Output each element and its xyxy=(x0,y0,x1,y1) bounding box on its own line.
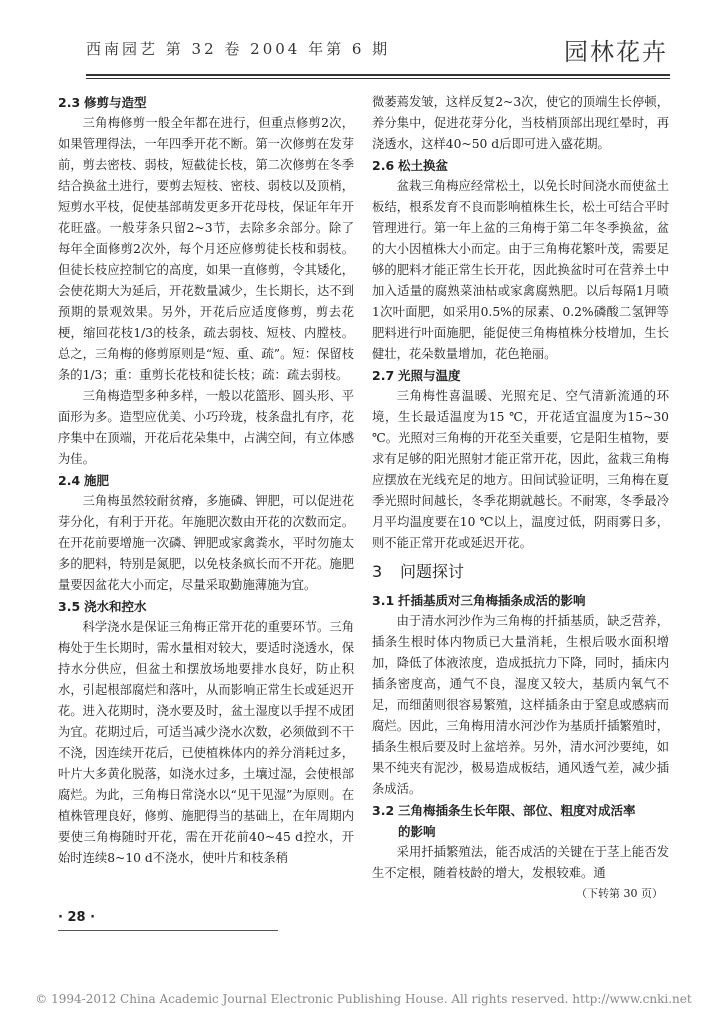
running-header xyxy=(86,34,670,70)
section-heading-3-5: 3.5 浇水和控水 xyxy=(58,599,147,614)
section-heading-2-4: 2.4 施肥 xyxy=(58,473,110,488)
journal-issue-line: 西南园艺 第 32 卷 2004 年第 6 期 xyxy=(86,40,391,58)
paragraph: 三角梅性喜温暖、光照充足、空气清新流通的环境，生长最适温度为15 ℃，开花适宜温度为15~30 ℃。光照对三角梅的开花至关重要，它是阳生植物，要求有足够的阳光照射才能正常开花，因此，盆栽三角梅应摆放在光线充足的地方。田间试验证明，三角梅在夏季光照时间越长，冬季花期就越长。不耐寒，冬季最冷月平均温度要在10 ℃以上，温度过低，阴雨雾日多，则不能正常开花或延迟开花。 xyxy=(372,389,669,550)
section-heading-3: 3 问题探讨 xyxy=(372,562,465,581)
left-column xyxy=(58,92,354,869)
paragraph: 由于清水河沙作为三角梅的扦插基质，缺乏营养，插条生根时体内物质已大量消耗，生根后吸水面积增加，降低了体液浓度，造成抵抗力下降，同时，插床内插条密度高，通气不良，湿度又较大，基质内氧气不足，而细菌则很容易繁殖，这样插条由于窒息或感病而腐烂。因此，三角梅用清水河沙作为基质扦插繁殖时，插条生根后要及时上盆培养。另外，清水河沙要纯，如果不纯夹有泥沙，极易造成板结，通风透气差，减少插条成活。 xyxy=(372,614,669,796)
paragraph: 盆栽三角梅应经常松土，以免长时间浇水而使盆土板结，根系发育不良而影响植株生长，松土可结合平时管理进行。第一年上盆的三角梅于第二年冬季换盆，盆的大小因植株大小而定。由于三角梅花繁叶茂，需要足够的肥料才能正常生长开花，因此换盆时可在营养土中加入适量的腐熟菜油枯或家禽腐熟肥。以后每隔1月喷1次叶面肥，如采用0.5%的尿素、0.2%磷酸二氢钾等肥料进行叶面施肥，能促使三角梅植株分枝增加，生长健壮，花朵数量增加，花色艳丽。 xyxy=(372,179,669,361)
continued-note: （下转第 30 页） xyxy=(576,887,663,900)
column-title: 园林花卉 xyxy=(564,38,668,66)
paragraph: 科学浇水是保证三角梅正常开花的重要环节。三角梅处于生长期时，需水量相对较大，要适时浇透水，保持水分供应，但盆土和摆放场地要排水良好，防止积水，引起根部腐烂和落叶，从而影响正常生长或延迟开花。进入花期时，浇水要及时，盆土湿度以手捏不成团为宜。花期过后，可适当减少浇水次数，必须做到不干不浇，因连续开花后，已使植株体内的养分消耗过多，叶片大多黄化脱落，如浇水过多，土壤过湿，会使根部腐烂。为此，三角梅日常浇水以“见干见湿”为原则。在植株管理良好，修剪、施肥得当的基础上，在年周期内要使三角梅随时开花，需在开花前40~45 d控水，开始时连续8~10 d不浇水，使叶片和枝条稍 xyxy=(58,620,354,865)
section-heading-2-6: 2.6 松土换盆 xyxy=(372,158,449,173)
copyright-watermark: © 1994-2012 China Academic Journal Electronic Publishing House. All rights reserved. http://www.cnki.net xyxy=(35,992,692,1006)
paragraph: 三角梅虽然较耐贫瘠，多施磷、钾肥，可以促进花芽分化，有利于开花。年施肥次数由开花的次数而定。在开花前要增施一次磷、钾肥或家禽粪水，平时勿施太多的肥料，特别是氮肥，以免枝条疯长而不开花。施肥量要因盆花大小而定，尽量采取勤施薄施为宜。 xyxy=(58,494,354,592)
paragraph-continued: 微萎蔫发皱，这样反复2~3次，使它的顶端生长停顿，养分集中，促进花芽分化，当枝梢顶部出现红晕时，再浇透水，这样40~50 d后即可进入盛花期。 xyxy=(372,95,669,151)
footer-rule xyxy=(58,930,278,931)
header-rule-thin xyxy=(86,78,670,79)
page-number: · 28 · xyxy=(58,910,96,925)
section-heading-2-7: 2.7 光照与温度 xyxy=(372,368,461,383)
right-column xyxy=(372,92,669,904)
section-heading-3-2: 3.2 三角梅插条生长年限、部位、粗度对成活率 的影响 xyxy=(372,803,636,839)
section-heading-2-3: 2.3 修剪与造型 xyxy=(58,95,147,110)
paragraph: 三角梅造型多种多样，一般以花篮形、圆头形、平面形为多。造型应优美、小巧玲珑，枝条盘扎有序，花序集中在顶端，开花后花朵集中，占满空间，有立体感为佳。 xyxy=(58,389,354,466)
paragraph: 采用扦插繁殖法，能否成活的关键在于茎上能否发生不定根，随着枝龄的增大，发根较难。通 xyxy=(372,845,669,880)
header-rule-thick xyxy=(86,74,670,76)
section-heading-3-1: 3.1 扦插基质对三角梅插条成活的影响 xyxy=(372,593,586,608)
paragraph: 三角梅修剪一般全年都在进行，但重点修剪2次，如果管理得法，一年四季开花不断。第一次修剪在发芽前，剪去密枝、弱枝，短截徒长枝，第二次修剪在冬季结合换盆土进行，要剪去短枝、密枝、弱枝以及顶梢，短剪水平枝，促使基部萌发更多开花母枝，保证年年开花旺盛。一般芽条只留2~3节，去除多余部分。除了每年全面修剪2次外，每个月还应修剪徒长枝和弱枝。但徒长枝应控制它的高度，如果一直修剪，令其矮化，会使花期大为延后，开花数量减少，生长期长，达不到预期的景观效果。另外，开花后应适度修剪，剪去花梗，缩回花枝1/3的枝条，疏去弱枝、短枝、内膛枝。总之，三角梅的修剪原则是“短、重、疏”。短：保留枝条的1/3；重：重剪长花枝和徒长枝；疏：疏去弱枝。 xyxy=(58,116,354,382)
